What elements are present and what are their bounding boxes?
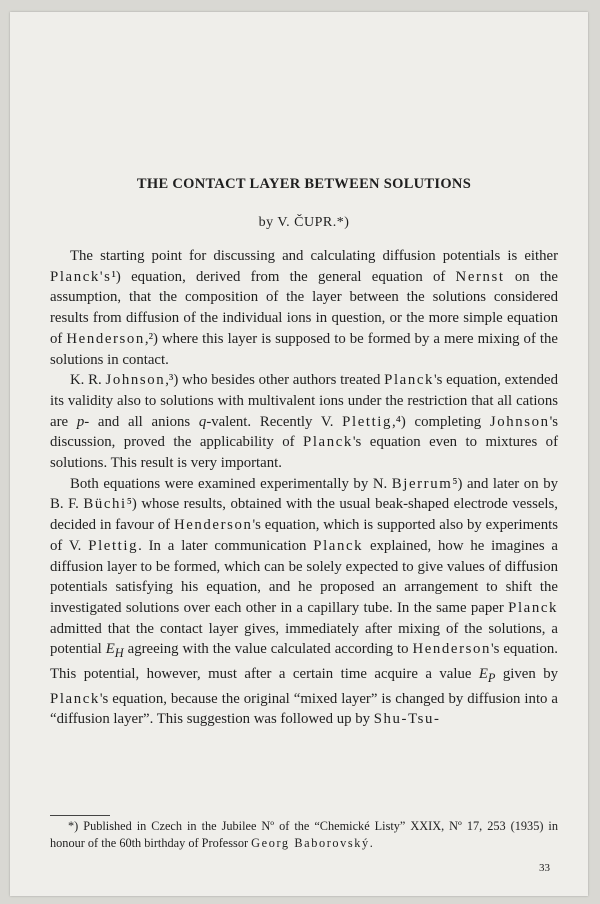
math-symbol: E — [478, 666, 488, 683]
text-run: on the assumption, that the composition of the layer between the solutions considered results from diffusion of the individual ions in question, or the more simple equation of — [50, 268, 558, 347]
spaced-name: Planck — [508, 599, 558, 616]
text-run: - and all anions — [84, 413, 199, 430]
text-run: 's equation even to mixtures of solutions. This result is very important. — [50, 434, 559, 472]
text-run: K. R. — [70, 372, 106, 389]
spaced-name: Bjerrum — [391, 475, 453, 492]
text-run: agreeing with the value calculated according to — [123, 641, 413, 658]
text-run: admitted that the contact layer gives, immediately after mixing of the solutions, a potential — [50, 620, 558, 658]
spaced-name: Planck — [303, 434, 353, 451]
spaced-name: Planck — [384, 372, 434, 389]
paper-title: THE CONTACT LAYER BETWEEN SOLUTIONS — [136, 176, 472, 192]
spaced-name: Shu-Tsu- — [373, 711, 441, 728]
author-byline: by V. ČUPR.*) — [258, 215, 350, 230]
spaced-name: Johnson — [105, 372, 166, 389]
text-run: -valent. Recently V. — [206, 413, 343, 430]
text-run: ,⁴) completing — [392, 413, 490, 430]
text-run: *) Published in Czech in the Jubilee Nº of the “Chemické Listy” XXIX, Nº 17, 253 (1935) in honour of the 60th birthday of Professor — [50, 819, 558, 850]
text-run: 's discussion, proved the applicability of — [50, 413, 559, 451]
spaced-name: Henderson — [66, 330, 145, 347]
math-symbol: p — [76, 413, 85, 430]
text-run: 's equation, which is supported also by experiments of V. — [50, 517, 558, 554]
text-run: ,²) where this layer is supposed to be formed by a mere mixing of the solutions in contact. — [50, 330, 558, 368]
text-run: 's equation, because the original “mixed layer” is changed by diffusion into a “diffusion layer”. This suggestion was followed up by — [50, 690, 558, 728]
spaced-name: Henderson — [173, 517, 253, 534]
footnote — [50, 818, 558, 851]
spaced-name: Planck's — [50, 268, 112, 285]
text-run: ⁵) whose results, obtained with the usual beak-shaped electrode vessels, decided in favour of — [50, 496, 558, 534]
math-symbol: q — [198, 413, 207, 430]
footnote-rule — [50, 815, 110, 816]
math-subscript: H — [114, 646, 124, 661]
spaced-name: Planck — [50, 690, 100, 707]
spaced-name: Henderson — [412, 641, 491, 658]
paragraph-3 — [50, 474, 558, 730]
spaced-name: Johnson — [489, 413, 550, 430]
math-symbol: E — [105, 641, 115, 658]
text-run: 's equation. This potential, however, must after a certain time acquire a value — [50, 641, 558, 683]
text-run: explained, how he imagines a diffusion layer to be formed, which can be solely expected to give values of diffusion potentials satisfying his equation, and he proposed an arrangement to shift the investigated solutions over each other in a capillary tube. In the same paper — [50, 537, 558, 616]
text-run: . In a later communication — [138, 537, 314, 554]
body-text — [50, 246, 558, 730]
spaced-name: Georg Baborovský — [251, 835, 370, 850]
paragraph-2 — [50, 370, 558, 474]
page — [10, 12, 588, 896]
spaced-name: Nernst — [455, 268, 505, 285]
text-run: 's equation, extended its validity also to solutions with multivalent ions under the restriction that all cations are — [50, 372, 558, 430]
text-run: Both equations were examined experimentally by N. — [70, 475, 392, 492]
spaced-name: Planck — [313, 537, 364, 554]
spaced-name: Plettig — [88, 537, 139, 554]
text-run: . — [369, 835, 373, 850]
text-run: ⁵) and later on by B. F. — [50, 475, 558, 513]
text-run: ,³) who besides other authors treated — [165, 372, 385, 389]
spaced-name: Plettig — [342, 413, 392, 430]
page-number: 33 — [539, 862, 550, 874]
text-run: ¹) equation, derived from the general equation of — [111, 268, 456, 285]
text-run: given by — [495, 666, 558, 683]
spaced-name: Büchi — [83, 496, 127, 513]
paragraph-1 — [50, 246, 558, 370]
text-run: The starting point for discussing and calculating diffusion potentials is either — [70, 248, 558, 264]
math-subscript: P — [487, 670, 496, 685]
